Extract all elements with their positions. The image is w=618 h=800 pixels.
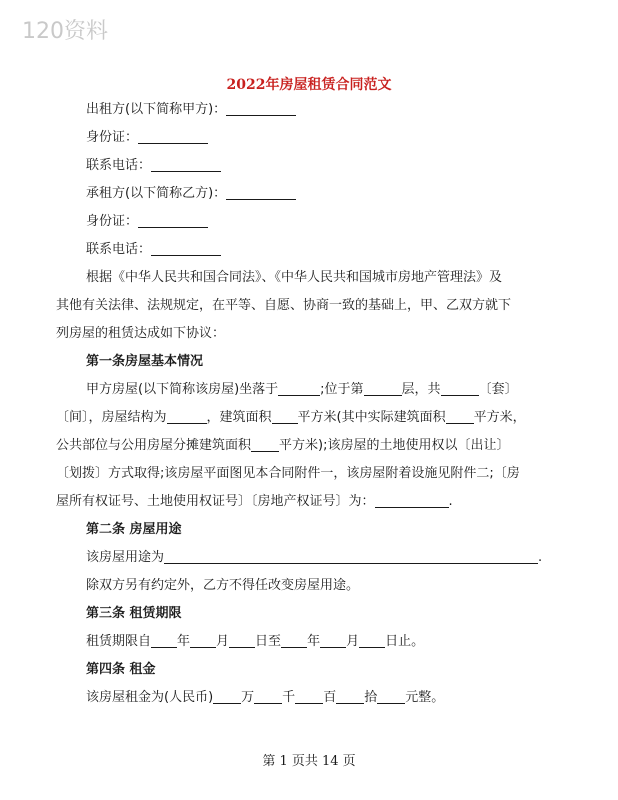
- blank-total-floors: [441, 381, 479, 396]
- article-1-heading: 第一条房屋基本情况: [86, 354, 204, 369]
- lessee-phone-line: [86, 241, 221, 259]
- art1-text: ;位于第: [320, 382, 364, 397]
- blank-floor: [364, 381, 402, 396]
- blank-shi: [336, 689, 364, 704]
- blank-qian: [254, 689, 282, 704]
- lessor-phone-label: 联系电话：: [86, 158, 152, 173]
- intro-line-2: 其他有关法律、法规规定，在平等、自愿、协商一致的基础上，甲、乙双方就下: [56, 298, 512, 313]
- article-1-line-2: [56, 409, 556, 427]
- art3-text: 年: [307, 634, 321, 649]
- blank-yuan: [377, 689, 405, 704]
- lessee-id-label: 身份证：: [86, 214, 139, 229]
- lessor-label: 出租方(以下简称甲方)：: [86, 102, 227, 117]
- blank-actual-area: [446, 409, 474, 424]
- lessor-id-label: 身份证：: [86, 130, 139, 145]
- page-footer: 第 1 页共 14 页: [262, 754, 356, 769]
- blank-certificate: [375, 493, 449, 508]
- lessee-line: [86, 185, 296, 203]
- art1-text: 平方米(其中实际建筑面积: [297, 410, 446, 425]
- blank-end-year: [281, 633, 307, 648]
- article-3-line: [86, 633, 424, 651]
- art1-text: ，建筑面积: [206, 410, 272, 425]
- blank-usage: [164, 549, 538, 564]
- blank-start-day: [229, 633, 255, 648]
- article-1-line-4: 〔划拨〕方式取得;该房屋平面图见本合同附件一，该房屋附着设施见附件二;〔房: [56, 466, 520, 481]
- art3-text: 年: [177, 634, 191, 649]
- watermark: 120资料: [22, 19, 108, 44]
- lessee-phone-label: 联系电话：: [86, 242, 152, 257]
- lessee-label: 承租方(以下简称乙方)：: [86, 186, 227, 201]
- art1-text: 〔套〕: [478, 382, 518, 397]
- art3-text: 日止。: [385, 634, 425, 649]
- article-2-line-1: [86, 549, 542, 567]
- blank-start-year: [151, 633, 177, 648]
- art3-text: 月: [346, 634, 360, 649]
- lessor-line: [86, 101, 296, 119]
- art1-text: 屋所有权证号、土地使用权证号〕〔房地产权证号〕为：: [56, 494, 375, 509]
- article-3-heading: 第三条 租赁期限: [86, 606, 182, 621]
- article-1-line-3: [56, 437, 556, 455]
- art1-text: 公共部位与公用房屋分摊建筑面积: [56, 438, 252, 453]
- art1-text: 层，共: [401, 382, 441, 397]
- article-2-heading: 第二条 房屋用途: [86, 522, 182, 537]
- art3-text: 租赁期限自: [86, 634, 152, 649]
- article-4-line: [86, 689, 444, 707]
- blank-location: [278, 381, 320, 396]
- blank-wan: [213, 689, 241, 704]
- art4-text: 千: [282, 690, 296, 705]
- lessee-id-blank: [138, 213, 208, 228]
- art1-text: .: [448, 494, 453, 509]
- art4-text: 元整。: [405, 690, 445, 705]
- lessor-phone-line: [86, 157, 221, 175]
- blank-structure: [167, 409, 207, 424]
- intro-line-3: 列房屋的租赁达成如下协议：: [56, 326, 226, 341]
- art2-text: 该房屋用途为: [86, 550, 165, 565]
- art4-text: 百: [323, 690, 337, 705]
- lessor-id-line: [86, 129, 208, 147]
- document-title: 2022年房屋租赁合同范文: [226, 77, 392, 93]
- blank-end-month: [320, 633, 346, 648]
- art4-text: 万: [241, 690, 255, 705]
- article-2-line-2: 除双方另有约定外，乙方不得任改变房屋用途。: [86, 578, 360, 593]
- art2-text: .: [538, 550, 543, 565]
- blank-end-day: [359, 633, 385, 648]
- art1-text: 平方米);该房屋的土地使用权以〔出让〕: [279, 438, 510, 453]
- article-1-line-5: [56, 493, 556, 511]
- blank-start-month: [190, 633, 216, 648]
- art1-text: 甲方房屋(以下简称该房屋)坐落于: [86, 382, 279, 397]
- art1-text: 平方米，: [473, 410, 526, 425]
- art3-text: 月: [216, 634, 230, 649]
- lessor-blank: [226, 101, 296, 116]
- art1-text: 〔间〕，房屋结构为: [56, 410, 167, 425]
- lessee-phone-blank: [151, 241, 221, 256]
- lessee-blank: [226, 185, 296, 200]
- art4-text: 拾: [364, 690, 378, 705]
- blank-bai: [295, 689, 323, 704]
- blank-shared-area: [251, 437, 279, 452]
- lessor-id-blank: [138, 129, 208, 144]
- lessor-phone-blank: [151, 157, 221, 172]
- article-1-line-1: [86, 381, 518, 399]
- article-4-heading: 第四条 租金: [86, 662, 156, 677]
- blank-area: [272, 409, 298, 424]
- lessee-id-line: [86, 213, 208, 231]
- intro-line-1: 根据《中华人民共和国合同法》、《中华人民共和国城市房地产管理法》及: [86, 270, 503, 285]
- art3-text: 日至: [255, 634, 282, 649]
- art4-text: 该房屋租金为(人民币): [86, 690, 214, 705]
